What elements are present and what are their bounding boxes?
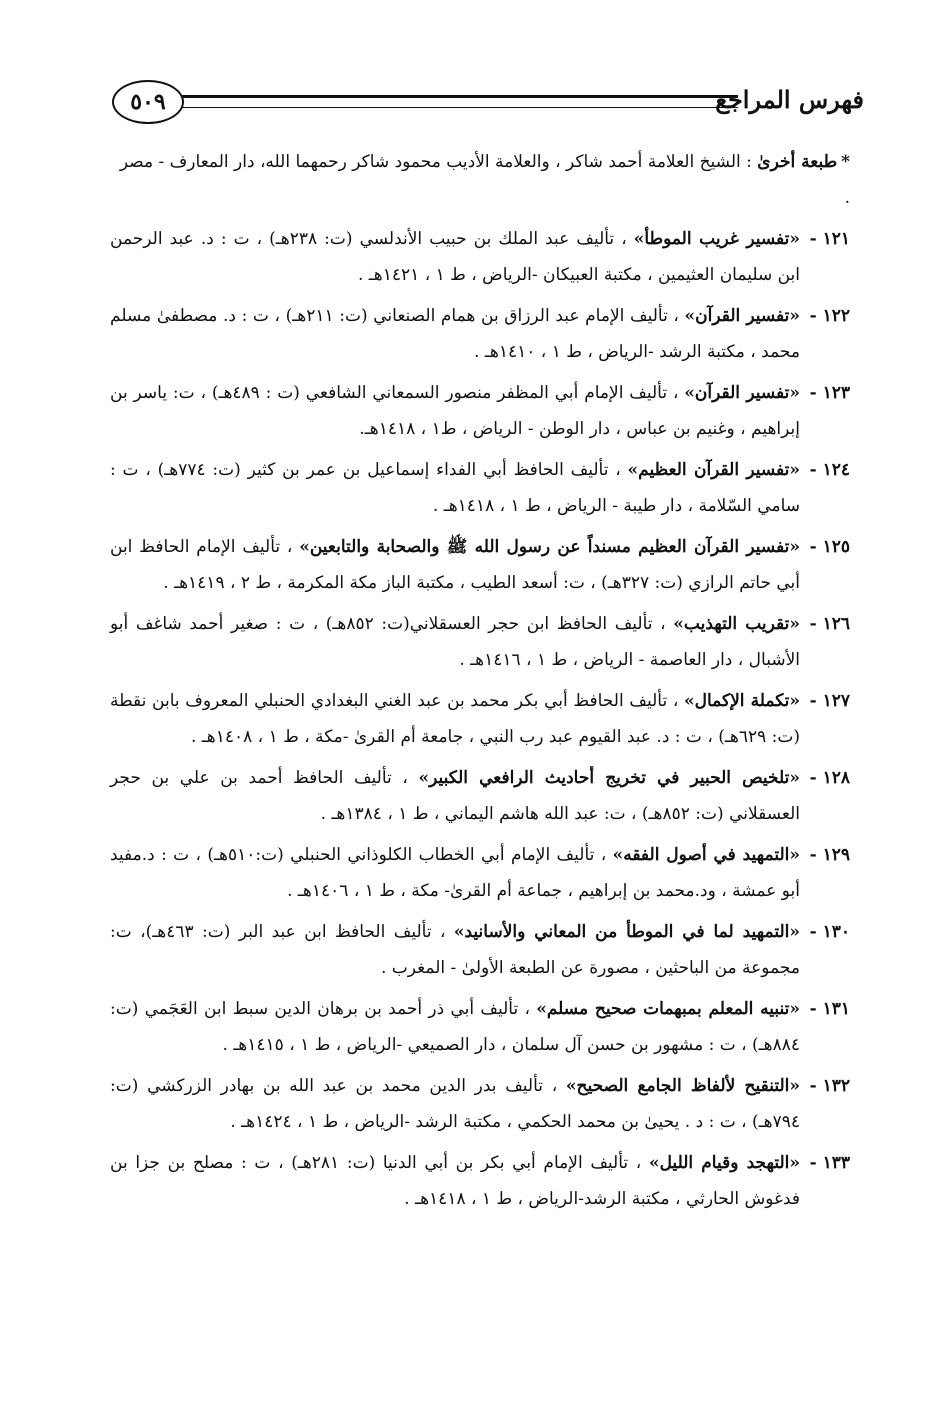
entry-text	[110, 683, 800, 755]
header-rule	[178, 95, 738, 108]
entry-details: ، تأليف الإمام أبي الخطاب الكلوذاني الحنبلي (ت:٥١٠هـ) ، ت : د.مفيد أبو عمشة ، ود.محمد بن إبراهيم ، جماعة أم القرىٰ- مكة ، ط ١ ، ١٤٠٦هـ .	[110, 845, 800, 901]
entry-text	[110, 1068, 800, 1140]
entry-details: ، تأليف الحافظ أحمد بن علي بن حجر العسقلاني (ت: ٨٥٢هـ) ، ت: عبد الله هاشم اليماني ، ط ١ ، ١٣٨٤هـ .	[110, 768, 800, 824]
entry-details: ، تأليف الحافظ ابن حجر العسقلاني(ت: ٨٥٢هـ) ، ت : صغير أحمد شاغف أبو الأشبال ، دار العاصمة - الرياض ، ط ١ ، ١٤١٦هـ .	[110, 614, 800, 670]
entry-details: ، تأليف الإمام عبد الرزاق بن همام الصنعاني (ت: ٢١١هـ) ، ت : د. مصطفىٰ مسلم محمد ، مكتبة الرشد -الرياض ، ط ١ ، ١٤١٠هـ .	[110, 306, 800, 362]
entry-details: ، تأليف عبد الملك بن حبيب الأندلسي (ت: ٢٣٨هـ) ، ت : د. عبد الرحمن ابن سليمان العثيمين ، مكتبة العبيكان -الرياض ، ط ١ ، ١٤٢١هـ .	[110, 229, 800, 285]
entry-text	[110, 298, 800, 370]
entry-text	[110, 760, 800, 832]
entry-title: «تفسير القرآن»	[684, 306, 801, 326]
entry-number: ١٢٩ -	[809, 845, 850, 865]
entry-details: ، تأليف بدر الدين محمد بن عبد الله بن بهادر الزركشي (ت: ٧٩٤هـ) ، ت : د . يحيىٰ بن محمد الحكمي ، مكتبة الرشد -الرياض ، ط ١ ، ١٤٢٤هـ .	[110, 1076, 800, 1132]
entry-details: ، تأليف الإمام أبي بكر بن أبي الدنيا (ت: ٢٨١هـ) ، ت : مصلح بن جزا بن فدغوش الحارثي ، مكتبة الرشد-الرياض ، ط ١ ، ١٤١٨هـ .	[110, 1153, 800, 1209]
entry-number: ١٢٥ -	[809, 537, 850, 557]
page-number: ٥٠٩	[112, 80, 184, 124]
entry-number: ١٢١ -	[809, 229, 850, 249]
entry-details: ، تأليف أبي ذر أحمد بن برهان الدين سبط ابن العَجَمي (ت: ٨٨٤هـ) ، ت : مشهور بن حسن آل سلمان ، دار الصميعي -الرياض ، ط ١ ، ١٤١٥هـ .	[110, 999, 800, 1055]
entry-title: «تفسير القرآن العظيم»	[627, 460, 800, 480]
entry-details: ، تأليف الحافظ أبي بكر محمد بن عبد الغني البغدادي الحنبلي المعروف بابن نقطة (ت: ٦٢٩هـ) ، ت : د. عبد القيوم عبد رب النبي ، جامعة أم القرىٰ -مكة ، ط ١ ، ١٤٠٨هـ .	[110, 691, 800, 747]
entries-container	[110, 221, 850, 1217]
reference-entry	[110, 1068, 850, 1140]
entry-text	[110, 1145, 800, 1217]
intro-text: : الشيخ العلامة أحمد شاكر ، والعلامة الأديب محمود شاكر رحمهما الله، دار المعارف - مصر .	[119, 152, 850, 208]
reference-entry	[110, 452, 850, 524]
entry-number: ١٢٨ -	[809, 768, 850, 788]
reference-entry	[110, 375, 850, 447]
references-list	[110, 144, 850, 1222]
reference-entry	[110, 760, 850, 832]
reference-entry	[110, 683, 850, 755]
reference-entry	[110, 606, 850, 678]
entry-text	[110, 375, 800, 447]
entry-text	[110, 991, 800, 1063]
entry-details: ، تأليف الحافظ ابن عبد البر (ت: ٤٦٣هـ)، ت: مجموعة من الباحثين ، مصورة عن الطبعة الأولىٰ - المغرب .	[110, 922, 800, 978]
reference-entry	[110, 991, 850, 1063]
reference-entry	[110, 529, 850, 601]
entry-title: «التنقيح لألفاظ الجامع الصحيح»	[565, 1076, 800, 1096]
entry-text	[110, 606, 800, 678]
reference-entry	[110, 837, 850, 909]
entry-title: «تلخيص الحبير في تخريج أحاديث الرافعي الكبير»	[418, 768, 801, 788]
reference-entry	[110, 914, 850, 986]
entry-number: ١٢٤ -	[809, 460, 850, 480]
reference-entry	[110, 1145, 850, 1217]
reference-entry	[110, 221, 850, 293]
entry-number: ١٣١ -	[809, 999, 850, 1019]
entry-title: «تقريب التهذيب»	[673, 614, 800, 634]
entry-number: ١٢٢ -	[809, 306, 850, 326]
header-title: فهرس المراجع	[715, 85, 864, 114]
running-header	[112, 80, 864, 128]
entry-title: «تكملة الإكمال»	[684, 691, 800, 711]
entry-title: «تنبيه المعلم بمبهمات صحيح مسلم»	[536, 999, 801, 1019]
entry-number: ١٢٣ -	[809, 383, 850, 403]
entry-number: ١٣٢ -	[809, 1076, 850, 1096]
entry-title: «تفسير غريب الموطأ»	[633, 229, 801, 249]
intro-label: طبعة أخرىٰ	[757, 152, 838, 172]
entry-details: ، تأليف الإمام أبي المظفر منصور السمعاني الشافعي (ت : ٤٨٩هـ) ، ت: ياسر بن إبراهيم ، وغنيم بن عباس ، دار الوطن - الرياض ، ط١ ، ١٤١٨هـ.	[110, 383, 800, 439]
entry-text	[110, 529, 800, 601]
entry-number: ١٣٠ -	[809, 922, 850, 942]
reference-entry	[110, 298, 850, 370]
entry-details: ، تأليف الإمام الحافظ ابن أبي حاتم الرازي (ت: ٣٢٧هـ) ، ت: أسعد الطيب ، مكتبة الباز مكة المكرمة ، ط ٢ ، ١٤١٩هـ .	[110, 537, 800, 593]
entry-details: ، تأليف الحافظ أبي الفداء إسماعيل بن عمر بن كثير (ت: ٧٧٤هـ) ، ت : سامي السّلامة ، دار طيبة - الرياض ، ط ١ ، ١٤١٨هـ .	[110, 460, 800, 516]
entry-number: ١٢٦ -	[809, 614, 850, 634]
entry-title: «التمهيد في أصول الفقه»	[612, 845, 800, 865]
entry-title: «التهجد وقيام الليل»	[648, 1153, 800, 1173]
entry-title: «التمهيد لما في الموطأ من المعاني والأسانيد»	[453, 922, 800, 942]
entry-text	[110, 837, 800, 909]
entry-number: ١٢٧ -	[809, 691, 850, 711]
entry-number: ١٣٣ -	[809, 1153, 850, 1173]
intro-note	[110, 144, 850, 216]
entry-title: «تفسير القرآن العظيم مسنداً عن رسول الله ﷺ والصحابة والتابعين»	[299, 537, 800, 557]
entry-text	[110, 452, 800, 524]
entry-text	[110, 914, 800, 986]
entry-title: «تفسير القرآن»	[684, 383, 801, 403]
asterisk-marker: *	[841, 152, 850, 172]
entry-text	[110, 221, 800, 293]
